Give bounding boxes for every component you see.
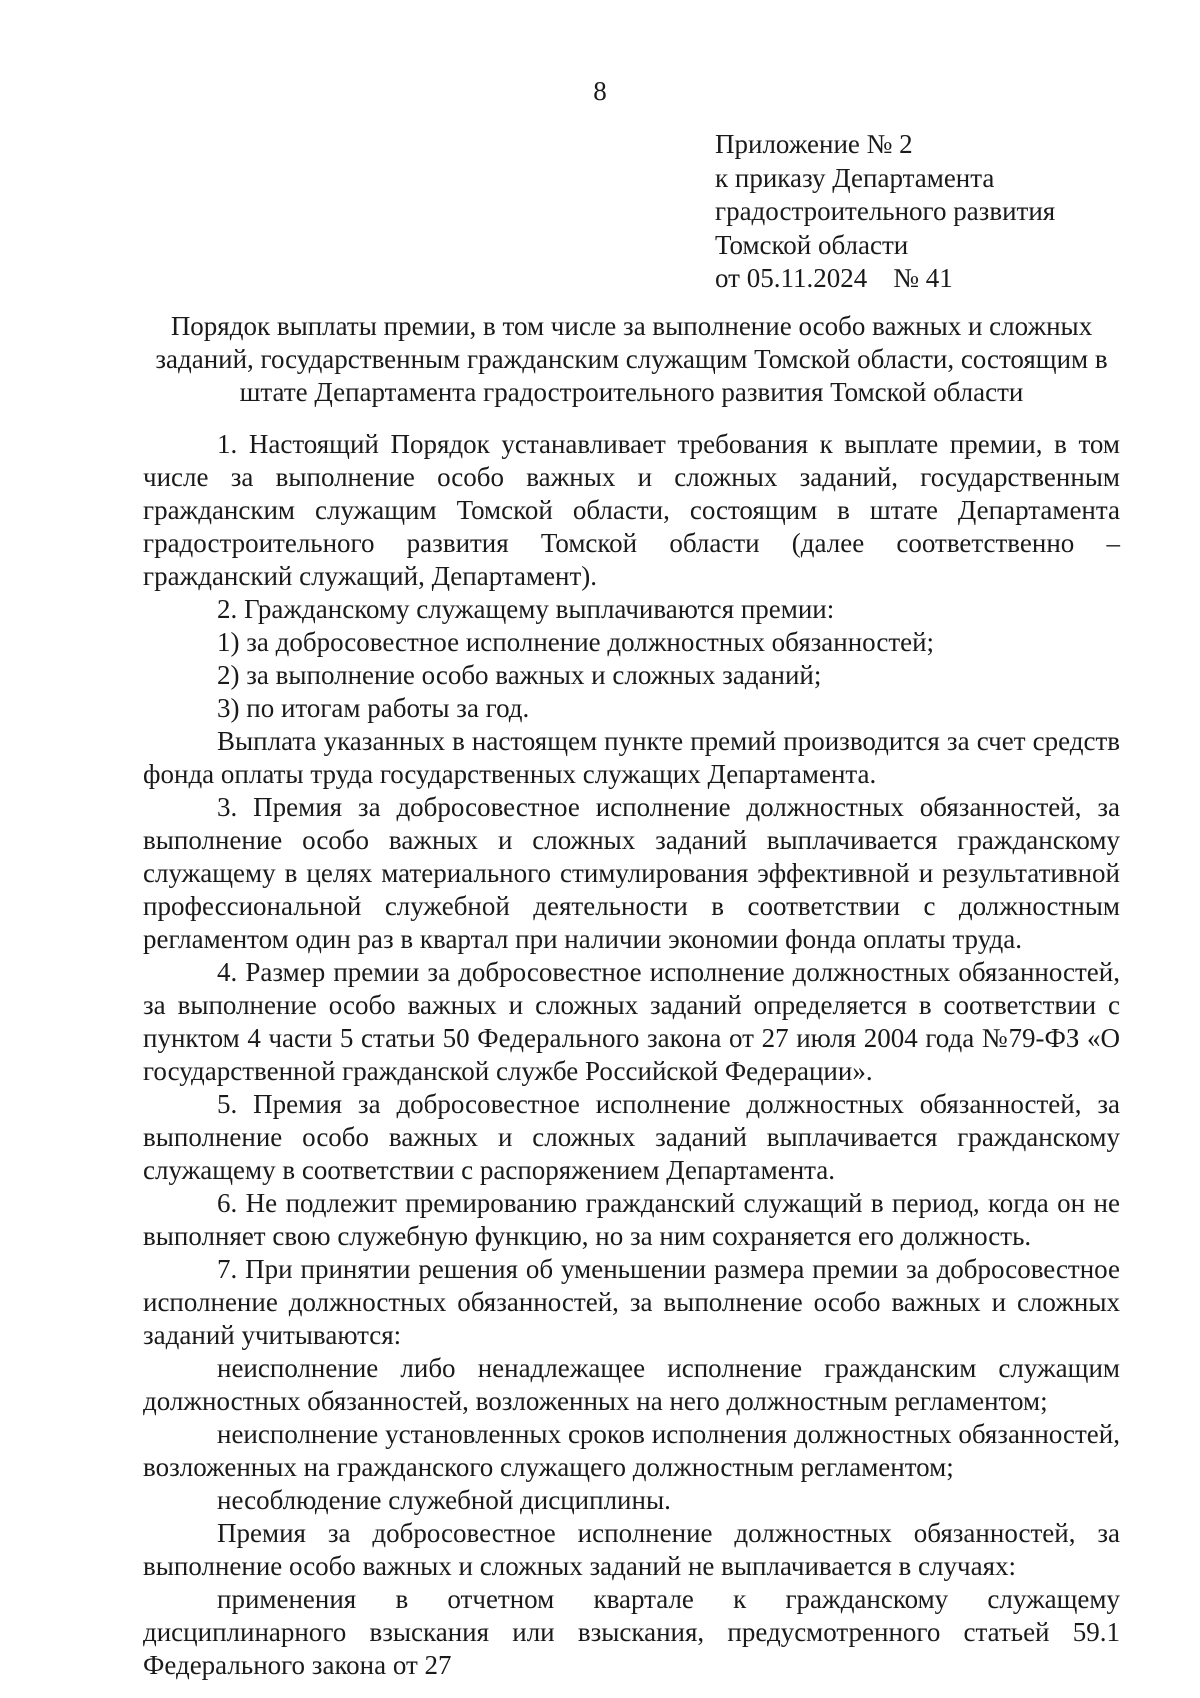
paragraph: применения в отчетном квартале к гражданскому служащему дисциплинарного взыскания или взыскания, предусмотренного статьей 59.1 Федерального закона от 27: [143, 1584, 1120, 1680]
appendix-number: № 41: [893, 263, 953, 293]
paragraph: 1. Настоящий Порядок устанавливает требования к выплате премии, в том числе за выполнение особо важных и сложных заданий, государственным гражданским служащим Томской области, состоящим в штате Департамента градостроительного развития Томской области (далее соответственно – гражданский служащий, Департамент).: [143, 429, 1120, 591]
paragraph: неисполнение установленных сроков исполнения должностных обязанностей, возложенных на гражданского служащего должностным регламентом;: [143, 1419, 1120, 1482]
list-item: 1) за добросовестное исполнение должностных обязанностей;: [217, 627, 935, 657]
page-number: 8: [593, 76, 607, 106]
appendix-header: [715, 128, 1155, 296]
appendix-date-line: [715, 262, 1155, 296]
appendix-line: Приложение № 2: [715, 129, 913, 159]
paragraph: Премия за добросовестное исполнение должностных обязанностей, за выполнение особо важных и сложных заданий не выплачивается в случаях:: [143, 1518, 1120, 1581]
paragraph: несоблюдение служебной дисциплины.: [217, 1485, 671, 1515]
list-item: 2) за выполнение особо важных и сложных заданий;: [217, 660, 822, 690]
appendix-line: градостроительного развития: [715, 196, 1056, 226]
paragraph: 3. Премия за добросовестное исполнение должностных обязанностей, за выполнение особо важных и сложных заданий выплачивается гражданскому служащему в целях материального стимулирования эффективной и результативной профессиональной служебной деятельности в соответствии с должностным регламентом один раз в квартал при наличии экономии фонда оплаты труда.: [143, 792, 1120, 954]
paragraph: 5. Премия за добросовестное исполнение должностных обязанностей, за выполнение особо важных и сложных заданий выплачивается гражданскому служащему в соответствии с распоряжением Департамента.: [143, 1089, 1120, 1185]
paragraph: 4. Размер премии за добросовестное исполнение должностных обязанностей, за выполнение особо важных и сложных заданий определяется в соответствии с пунктом 4 части 5 статьи 50 Федерального закона от 27 июля 2004 года №79-ФЗ «О государственной гражданской службе Российской Федерации».: [143, 957, 1120, 1086]
paragraph: 2. Гражданскому служащему выплачиваются премии:: [217, 594, 835, 624]
document-body: [143, 428, 1120, 1682]
paragraph: 6. Не подлежит премированию гражданский служащий в период, когда он не выполняет свою служебную функцию, но за ним сохраняется его должность.: [143, 1188, 1120, 1251]
list-item: 3) по итогам работы за год.: [217, 693, 530, 723]
appendix-date: от 05.11.2024: [715, 263, 868, 293]
paragraph: Выплата указанных в настоящем пункте премий производится за счет средств фонда оплаты труда государственных служащих Департамента.: [143, 726, 1120, 789]
paragraph: 7. При принятии решения об уменьшении размера премии за добросовестное исполнение должностных обязанностей, за выполнение особо важных и сложных заданий учитываются:: [143, 1254, 1120, 1350]
paragraph: неисполнение либо ненадлежащее исполнение гражданским служащим должностных обязанностей, возложенных на него должностным регламентом;: [143, 1353, 1120, 1416]
appendix-line: к приказу Департамента: [715, 162, 995, 193]
document-title: Порядок выплаты премии, в том числе за выполнение особо важных и сложных заданий, государственным гражданским служащим Томской области, состоящим в штате Департамента градостроительного развития Томской области: [155, 311, 1108, 407]
appendix-line: Томской области: [715, 229, 909, 260]
